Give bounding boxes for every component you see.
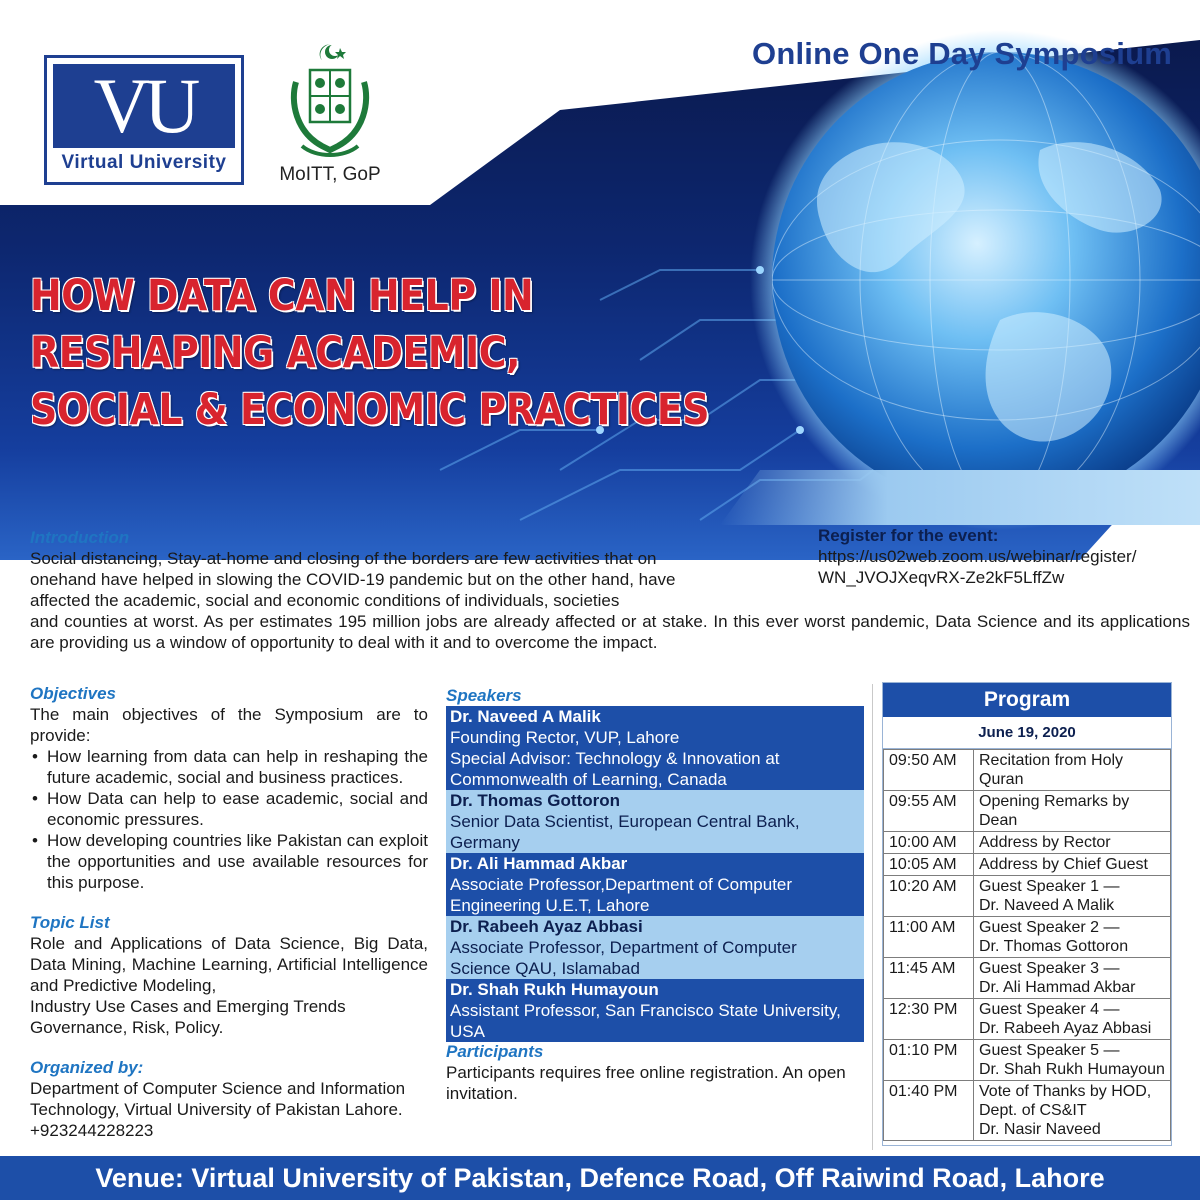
headline-line-3: SOCIAL & ECONOMIC PRACTICES: [30, 385, 710, 435]
vu-logo-name: Virtual University: [61, 152, 227, 173]
headline-line-1: HOW DATA CAN HELP IN: [30, 271, 534, 321]
speaker-role: Special Advisor: Technology & Innovation at Commonwealth of Learning, Canada: [450, 749, 780, 789]
table-row: [884, 917, 1171, 958]
topic-list-line-2: Industry Use Cases and Emerging Trends: [30, 997, 346, 1016]
program-table: [883, 749, 1171, 1141]
table-row: [884, 999, 1171, 1040]
program-schedule: [882, 682, 1172, 1146]
table-row: [884, 750, 1171, 791]
program-time: 09:55 AM: [884, 791, 974, 832]
register-label: Register for the event:: [818, 526, 999, 545]
program-time: 10:00 AM: [884, 832, 974, 854]
program-item-speaker: Dr. Thomas Gottoron: [979, 938, 1129, 955]
objectives-list: [30, 746, 428, 893]
moitt-emblem-icon: [282, 42, 378, 162]
speaker-card: [446, 790, 864, 853]
program-time: 11:00 AM: [884, 917, 974, 958]
program-time: 09:50 AM: [884, 750, 974, 791]
table-row: [884, 876, 1171, 917]
table-row: [884, 1081, 1171, 1141]
program-time: 10:20 AM: [884, 876, 974, 917]
program-item-title: Guest Speaker 3 —: [979, 960, 1120, 977]
column-divider: [872, 684, 873, 1150]
objective-item: • How Data can help to ease academic, social and economic pressures.: [30, 788, 428, 830]
introduction-title: Introduction: [30, 528, 130, 547]
register-url-line-2[interactable]: WN_JVOJXeqvRX-Ze2kF5LffZw: [818, 568, 1065, 587]
speaker-card: [446, 853, 864, 916]
event-type-heading: Online One Day Symposium: [752, 36, 1172, 71]
organized-by-title: Organized by:: [30, 1058, 144, 1077]
table-row: [884, 791, 1171, 832]
program-item-title: Guest Speaker 5 —: [979, 1042, 1120, 1059]
program-item: Recitation from Holy Quran: [974, 750, 1171, 791]
participants-title: Participants: [446, 1042, 544, 1061]
program-item-speaker: Dr. Shah Rukh Humayoun: [979, 1061, 1165, 1078]
virtual-university-logo: [44, 55, 244, 185]
organizer-phone: +923244228223: [30, 1121, 154, 1140]
speaker-card: [446, 979, 864, 1042]
hero-banner: [0, 0, 1200, 560]
speaker-name: Dr. Ali Hammad Akbar: [450, 854, 628, 873]
table-row: [884, 854, 1171, 876]
headline-line-2: RESHAPING ACADEMIC,: [30, 328, 521, 378]
organizer-text: Department of Computer Science and Information Technology, Virtual University of Pakistan Lahore.: [30, 1079, 406, 1119]
speaker-card: [446, 916, 864, 979]
program-date: June 19, 2020: [883, 717, 1171, 749]
speaker-name: Dr. Naveed A Malik: [450, 707, 601, 726]
program-item: [974, 999, 1171, 1040]
program-title: Program: [883, 683, 1171, 717]
speaker-name: Dr. Rabeeh Ayaz Abbasi: [450, 917, 643, 936]
program-item: [974, 1081, 1171, 1141]
program-time: 12:30 PM: [884, 999, 974, 1040]
venue-banner: Venue: Virtual University of Pakistan, Defence Road, Off Raiwind Road, Lahore: [0, 1156, 1200, 1200]
program-item-speaker: Dr. Nasir Naveed: [979, 1121, 1101, 1138]
program-time: 11:45 AM: [884, 958, 974, 999]
speaker-name: Dr. Thomas Gottoron: [450, 791, 620, 810]
left-column: [30, 684, 428, 1141]
program-item-speaker: Dr. Ali Hammad Akbar: [979, 979, 1136, 996]
program-item: [974, 1040, 1171, 1081]
register-box: [818, 526, 1188, 588]
program-item-title: Guest Speaker 1 —: [979, 878, 1120, 895]
objective-item: • How developing countries like Pakistan can exploit the opportunities and use available resources for this purpose.: [30, 830, 428, 893]
headline: [30, 268, 750, 439]
speaker-card: [446, 706, 864, 790]
program-item-title: Vote of Thanks by HOD, Dept. of CS&IT: [979, 1083, 1152, 1119]
register-url-line-1[interactable]: https://us02web.zoom.us/webinar/register/: [818, 547, 1137, 566]
speaker-role: Associate Professor, Department of Computer Science QAU, Islamabad: [450, 938, 797, 978]
speaker-role: Founding Rector, VUP, Lahore: [450, 728, 680, 747]
table-row: [884, 958, 1171, 999]
speakers-title: Speakers: [446, 686, 522, 705]
speakers-column: [446, 686, 864, 1104]
program-item-speaker: Dr. Rabeeh Ayaz Abbasi: [979, 1020, 1152, 1037]
program-time: 01:10 PM: [884, 1040, 974, 1081]
speaker-name: Dr. Shah Rukh Humayoun: [450, 980, 659, 999]
topic-list-text: Role and Applications of Data Science, Big Data, Data Mining, Machine Learning, Artificial Intelligence and Predictive Modeling,: [30, 934, 428, 995]
program-item-title: Guest Speaker 2 —: [979, 919, 1120, 936]
participants-text: Participants requires free online registration. An open invitation.: [446, 1063, 846, 1103]
speaker-role: Senior Data Scientist, European Central Bank, Germany: [450, 812, 800, 852]
speaker-role: Assistant Professor, San Francisco State University, USA: [450, 1001, 841, 1041]
program-item: Opening Remarks by Dean: [974, 791, 1171, 832]
vu-logo-mark: VU: [93, 62, 195, 149]
objectives-title: Objectives: [30, 684, 116, 703]
program-time: 10:05 AM: [884, 854, 974, 876]
program-item-title: Guest Speaker 4 —: [979, 1001, 1120, 1018]
program-time: 01:40 PM: [884, 1081, 974, 1141]
speaker-role: Associate Professor,Department of Computer Engineering U.E.T, Lahore: [450, 875, 793, 915]
program-item: Address by Rector: [974, 832, 1171, 854]
program-item-speaker: Dr. Naveed A Malik: [979, 897, 1115, 914]
program-item: [974, 917, 1171, 958]
table-row: [884, 832, 1171, 854]
introduction-text-part1: Social distancing, Stay-at-home and closing of the borders are few activities that on onehand have helped in slowing the COVID-19 pandemic but on the other hand, have affected the academic, social and economic conditions of individuals, societies: [30, 549, 676, 610]
introduction-text-part2: and counties at worst. As per estimates 195 million jobs are already affected or at stake. In this ever worst pandemic, Data Science and its applications are providing us a window of opportunity to deal with it and to overcome the impact.: [30, 612, 1190, 652]
objective-item: • How learning from data can help in reshaping the future academic, social and business practices.: [30, 746, 428, 788]
program-item: Address by Chief Guest: [974, 854, 1171, 876]
register-strip-background: [720, 470, 1200, 525]
table-row: [884, 1040, 1171, 1081]
program-item: [974, 958, 1171, 999]
moitt-caption: MoITT, GoP: [279, 164, 381, 185]
topic-list-line-3: Governance, Risk, Policy.: [30, 1018, 224, 1037]
program-item: [974, 876, 1171, 917]
objectives-lead: The main objectives of the Symposium are to provide:: [30, 705, 428, 745]
topic-list-title: Topic List: [30, 913, 110, 932]
